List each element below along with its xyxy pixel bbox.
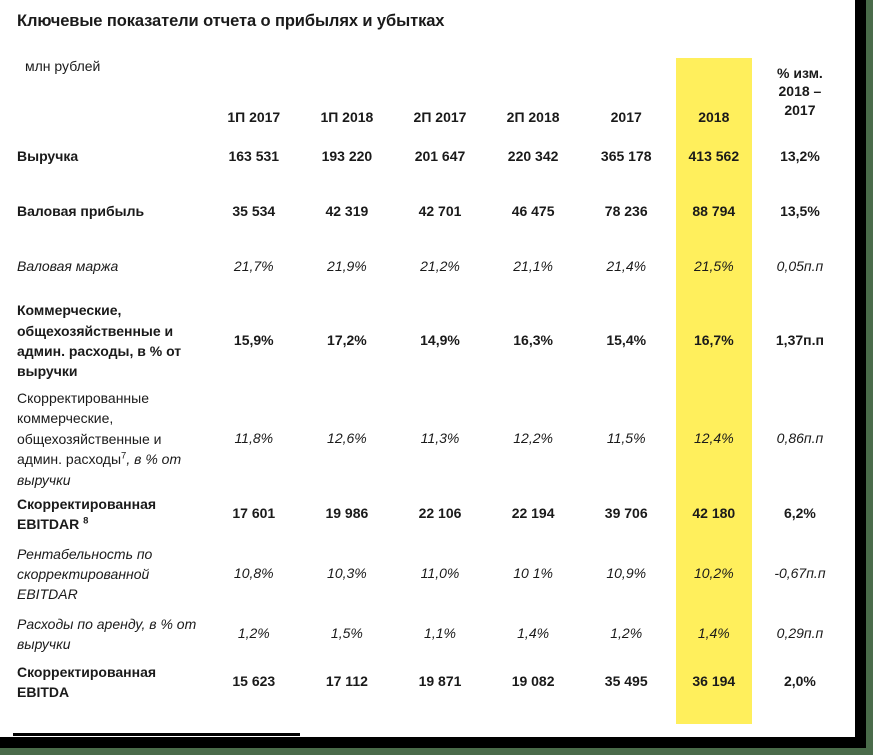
row-label-adjusted-ebitda: Скорректированная EBITDA	[17, 663, 157, 701]
cell-gross-margin-h1-2018: 21,9%	[327, 257, 367, 274]
table-row	[17, 184, 845, 239]
cell-adjusted-ebitdar-fy-2017: 39 706	[604, 505, 648, 522]
header-cell-h2-2018: 2П 2018	[506, 108, 560, 125]
header-cell-fy-2017: 2017	[610, 108, 642, 125]
row-label-adjusted-ebitdar	[17, 490, 207, 538]
row-label-gross-profit: Валовая прибыль	[17, 203, 145, 220]
cell-revenue-h2-2017: 201 647	[414, 147, 466, 164]
row-label-adjusted-ebitdar-main: Скорректированная EBITDAR	[17, 495, 157, 533]
cell-adjusted-sga-h2-2017: 11,3%	[420, 430, 460, 447]
footnote-marker-8: 8	[83, 515, 89, 527]
cell-rent-expenses-h1-2017: 1,2%	[237, 625, 270, 642]
cell-sga-fy-2018: 16,7%	[693, 332, 734, 349]
cell-revenue-h1-2018: 193 220	[321, 147, 373, 164]
row-label-revenue: Выручка	[17, 148, 79, 165]
cell-ebitdar-margin-fy-2018: 10,2%	[693, 565, 734, 582]
cell-rent-expenses-change: 0,29п.п	[776, 625, 824, 642]
cell-rent-expenses-h2-2018: 1,4%	[517, 625, 550, 642]
footnote-marker-7: 7	[121, 450, 127, 462]
cell-rent-expenses-fy-2018: 1,4%	[697, 625, 730, 642]
table-row	[17, 490, 845, 538]
cell-sga-h2-2018: 16,3%	[513, 332, 553, 349]
cell-adjusted-sga-h1-2017: 11,8%	[234, 430, 274, 447]
cell-revenue-fy-2018: 413 562	[688, 147, 740, 164]
cell-gross-profit-h1-2018: 42 319	[325, 202, 369, 219]
table-body	[17, 129, 845, 706]
header-change-line-3: 2017	[784, 101, 816, 118]
cell-adjusted-ebitdar-h1-2017: 17 601	[232, 505, 276, 522]
table-header-row	[17, 62, 845, 129]
table-row	[17, 388, 845, 490]
cell-adjusted-ebitda-fy-2017: 35 495	[604, 673, 648, 690]
page-edge-right	[866, 0, 873, 755]
row-label-adjusted-sga-suffix: , в % от выручки	[17, 451, 182, 488]
cell-gross-profit-h2-2018: 46 475	[511, 202, 555, 219]
cell-ebitdar-margin-change: -0,67п.п	[774, 565, 826, 582]
cell-sga-fy-2017: 15,4%	[606, 332, 647, 349]
header-change-line-1: % изм.	[777, 65, 823, 81]
financial-metrics-table	[17, 62, 845, 706]
cell-sga-h1-2017: 15,9%	[233, 332, 274, 349]
cell-adjusted-ebitdar-h1-2018: 19 986	[325, 505, 369, 522]
table-row	[17, 658, 845, 706]
cell-gross-margin-h2-2018: 21,1%	[513, 257, 553, 274]
cell-sga-h1-2018: 17,2%	[327, 332, 367, 349]
header-cell-h2-2017: 2П 2017	[413, 108, 467, 125]
cell-gross-profit-h1-2017: 35 534	[232, 202, 276, 219]
cell-sga-h2-2017: 14,9%	[420, 332, 460, 349]
page-title: Ключевые показатели отчета о прибылях и убытках	[17, 12, 445, 30]
header-change-line-2: 2018 –	[778, 83, 822, 100]
cell-adjusted-ebitda-h2-2017: 19 871	[418, 673, 462, 690]
cell-gross-profit-fy-2018: 88 794	[692, 202, 736, 219]
cell-rent-expenses-fy-2017: 1,2%	[610, 625, 643, 642]
cell-adjusted-sga-h1-2018: 12,6%	[327, 430, 367, 447]
table-row	[17, 538, 845, 610]
cell-adjusted-sga-change: 0,86п.п	[776, 430, 824, 447]
row-label-gross-margin: Валовая маржа	[17, 258, 119, 275]
row-label-adjusted-sga-main: Скорректированные коммерческие, общехозяйственные и админ. расходы	[17, 390, 162, 468]
cell-adjusted-ebitda-fy-2018: 36 194	[692, 673, 736, 690]
cell-sga-change: 1,37п.п	[775, 332, 824, 349]
units-label: млн рублей	[25, 58, 101, 74]
cell-gross-profit-change: 13,5%	[780, 202, 820, 219]
page-edge-bottom	[0, 748, 873, 755]
cell-adjusted-sga-fy-2018: 12,4%	[693, 430, 734, 447]
cell-rent-expenses-h1-2018: 1,5%	[330, 625, 363, 642]
cell-revenue-change: 13,2%	[780, 147, 820, 164]
cell-ebitdar-margin-h1-2017: 10,8%	[233, 565, 274, 582]
cell-adjusted-ebitda-h1-2018: 17 112	[325, 673, 368, 690]
cell-gross-profit-h2-2017: 42 701	[418, 202, 462, 219]
cell-ebitdar-margin-h2-2017: 11,0%	[420, 565, 460, 582]
row-label-adjusted-sga	[17, 388, 207, 490]
cell-gross-margin-change: 0,05п.п	[776, 257, 824, 274]
cell-gross-margin-fy-2018: 21,5%	[693, 257, 734, 274]
table-row	[17, 294, 845, 388]
header-cell-fy-2018: 2018	[698, 108, 730, 125]
cell-adjusted-ebitda-h1-2017: 15 623	[232, 673, 276, 690]
header-cell-h1-2018: 1П 2018	[320, 108, 374, 125]
cell-revenue-fy-2017: 365 178	[600, 147, 652, 164]
cell-adjusted-ebitdar-h2-2017: 22 106	[418, 505, 462, 522]
table-row	[17, 129, 845, 184]
cell-rent-expenses-h2-2017: 1,1%	[424, 625, 456, 642]
row-label-rent-expenses: Расходы по аренду, в % от выручки	[17, 615, 197, 653]
cell-adjusted-sga-h2-2018: 12,2%	[513, 430, 553, 447]
cell-adjusted-ebitdar-h2-2018: 22 194	[511, 505, 555, 522]
header-cell-change	[755, 62, 845, 129]
cell-adjusted-ebitda-h2-2018: 19 082	[511, 673, 555, 690]
cell-ebitdar-margin-h2-2018: 10 1%	[513, 565, 553, 582]
cell-ebitdar-margin-fy-2017: 10,9%	[606, 565, 647, 582]
cell-ebitdar-margin-h1-2018: 10,3%	[327, 565, 367, 582]
row-label-sga: Коммерческие, общехозяйственные и админ. расходы, в % от выручки	[17, 302, 182, 380]
cell-gross-profit-fy-2017: 78 236	[604, 202, 648, 219]
table-row	[17, 239, 845, 294]
cell-gross-margin-fy-2017: 21,4%	[606, 257, 647, 274]
row-label-ebitdar-margin: Рентабельность по скорректированной EBITDAR	[17, 545, 153, 603]
cell-adjusted-ebitda-change: 2,0%	[783, 673, 816, 690]
cell-adjusted-ebitdar-change: 6,2%	[783, 505, 816, 522]
header-cell-label	[17, 62, 207, 129]
cell-revenue-h2-2018: 220 342	[507, 147, 559, 164]
cell-adjusted-sga-fy-2017: 11,5%	[606, 430, 646, 447]
header-cell-h1-2017: 1П 2017	[227, 108, 281, 125]
table-row	[17, 610, 845, 658]
cell-gross-margin-h2-2017: 21,2%	[420, 257, 460, 274]
cell-revenue-h1-2017: 163 531	[228, 147, 280, 164]
cell-gross-margin-h1-2017: 21,7%	[233, 257, 274, 274]
table-bottom-rule	[13, 733, 300, 736]
cell-adjusted-ebitdar-fy-2018: 42 180	[692, 505, 736, 522]
